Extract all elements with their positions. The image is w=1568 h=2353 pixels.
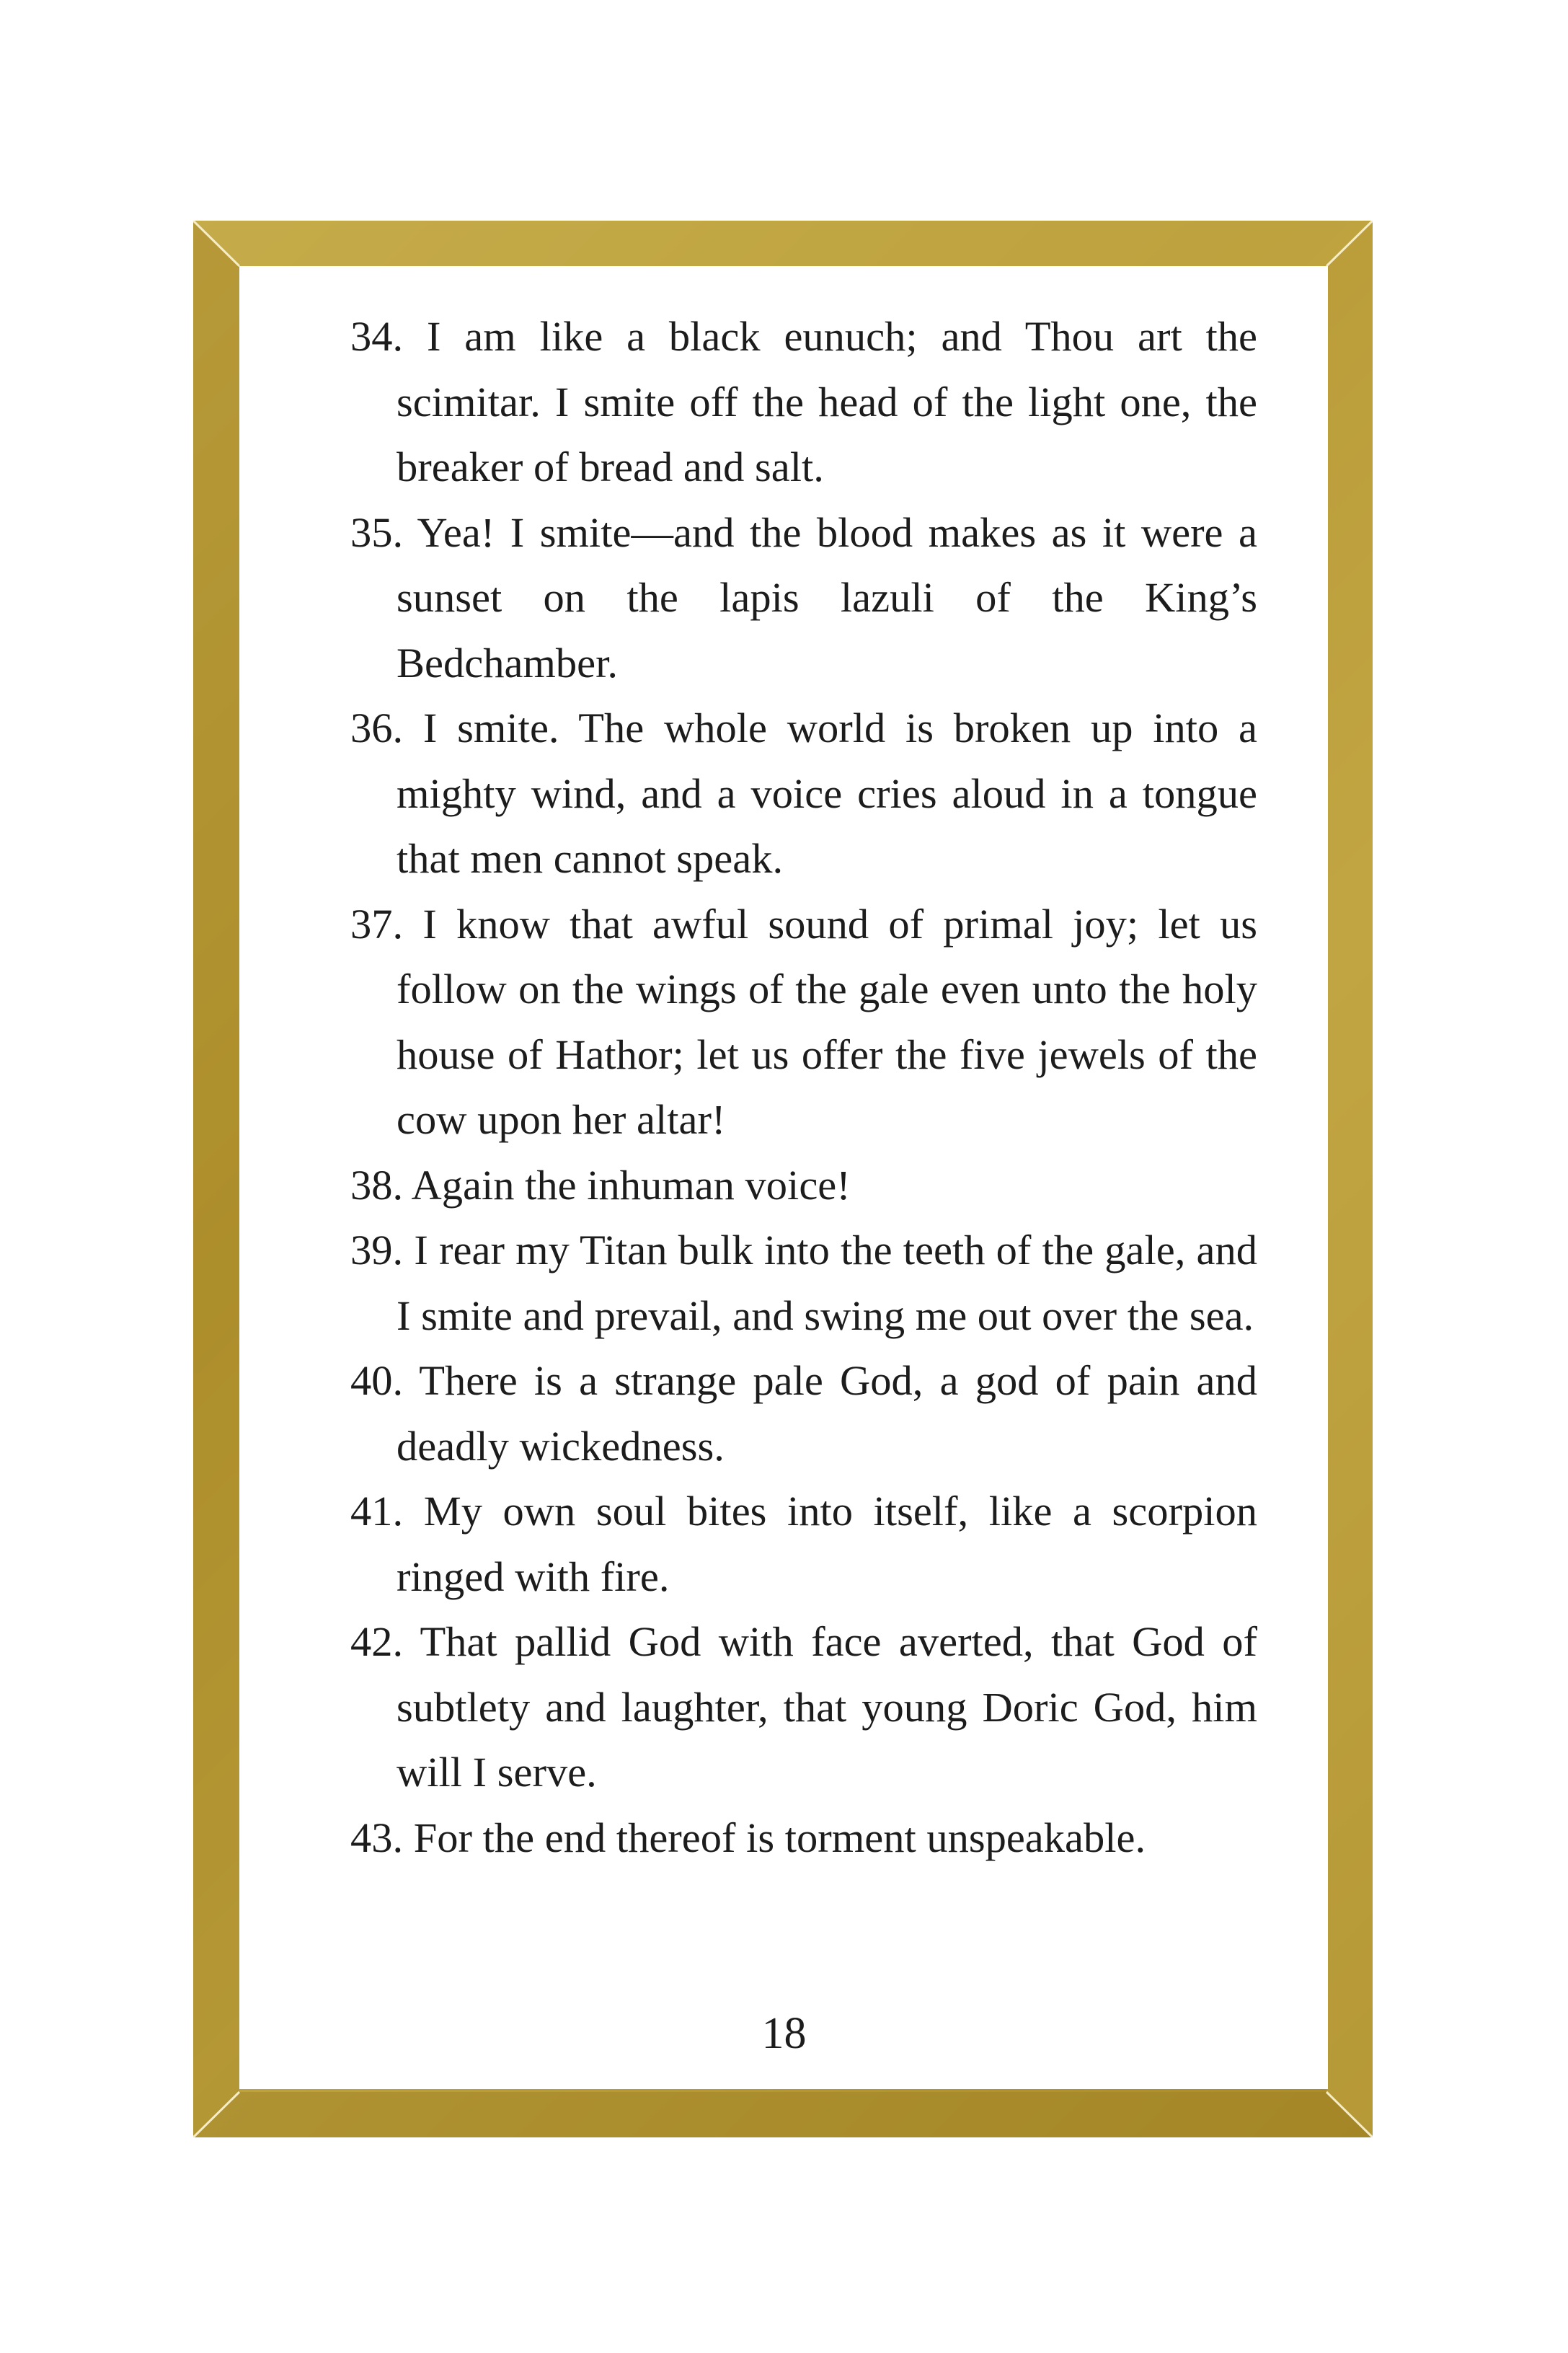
verse-number: 37. [350, 900, 404, 948]
verse-text: My own soul bites into itself, like a scorpion ringed with fire. [397, 1488, 1258, 1600]
verse-number: 39. [350, 1227, 404, 1273]
verse-text: That pallid God with face averted, that God of subtlety and laughter, that young Doric God, him will I serve. [397, 1618, 1257, 1796]
verse-38 [350, 1153, 1257, 1219]
verse-text: I am like a black eunuch; and Thou art the scimitar. I smite off the head of the light one, the breaker of bread and salt. [397, 313, 1258, 490]
verse-35 [350, 500, 1257, 697]
verse-list [350, 304, 1257, 1871]
verse-text: For the end thereof is torment unspeakable. [413, 1814, 1146, 1861]
verse-text: I rear my Titan bulk into the teeth of the gale, and I smite and prevail, and swing me out over the sea. [397, 1227, 1258, 1339]
page-number: 18 [761, 2009, 807, 2058]
verse-number: 40. [350, 1357, 404, 1404]
verse-42 [350, 1610, 1257, 1806]
verse-number: 35. [350, 508, 404, 556]
verse-36 [350, 696, 1257, 892]
verse-number: 36. [350, 705, 404, 751]
verse-number: 38. [350, 1161, 404, 1209]
verse-number: 41. [350, 1488, 404, 1535]
verse-number: 42. [350, 1618, 404, 1665]
verse-text: Again the inhuman voice! [411, 1161, 851, 1209]
verse-text: I know that awful sound of primal joy; let us follow on the wings of the gale even unto the holy house of Hathor; let us offer the five jewels of the cow upon her altar! [397, 900, 1258, 1143]
verse-number: 43. [350, 1814, 404, 1861]
verse-text: I smite. The whole world is broken up into a mighty wind, and a voice cries aloud in a tongue that men cannot speak. [397, 705, 1258, 882]
verse-text: There is a strange pale God, a god of pain and deadly wickedness. [397, 1357, 1257, 1470]
verse-39 [350, 1218, 1257, 1348]
verse-number: 34. [350, 313, 404, 360]
verse-43 [350, 1806, 1257, 1871]
verse-37 [350, 892, 1257, 1153]
verse-text: Yea! I smite—and the blood makes as it were a sunset on the lapis lazuli of the King’s Bedchamber. [397, 508, 1257, 687]
verse-40 [350, 1348, 1257, 1479]
verse-34 [350, 304, 1257, 500]
verse-41 [350, 1479, 1257, 1610]
